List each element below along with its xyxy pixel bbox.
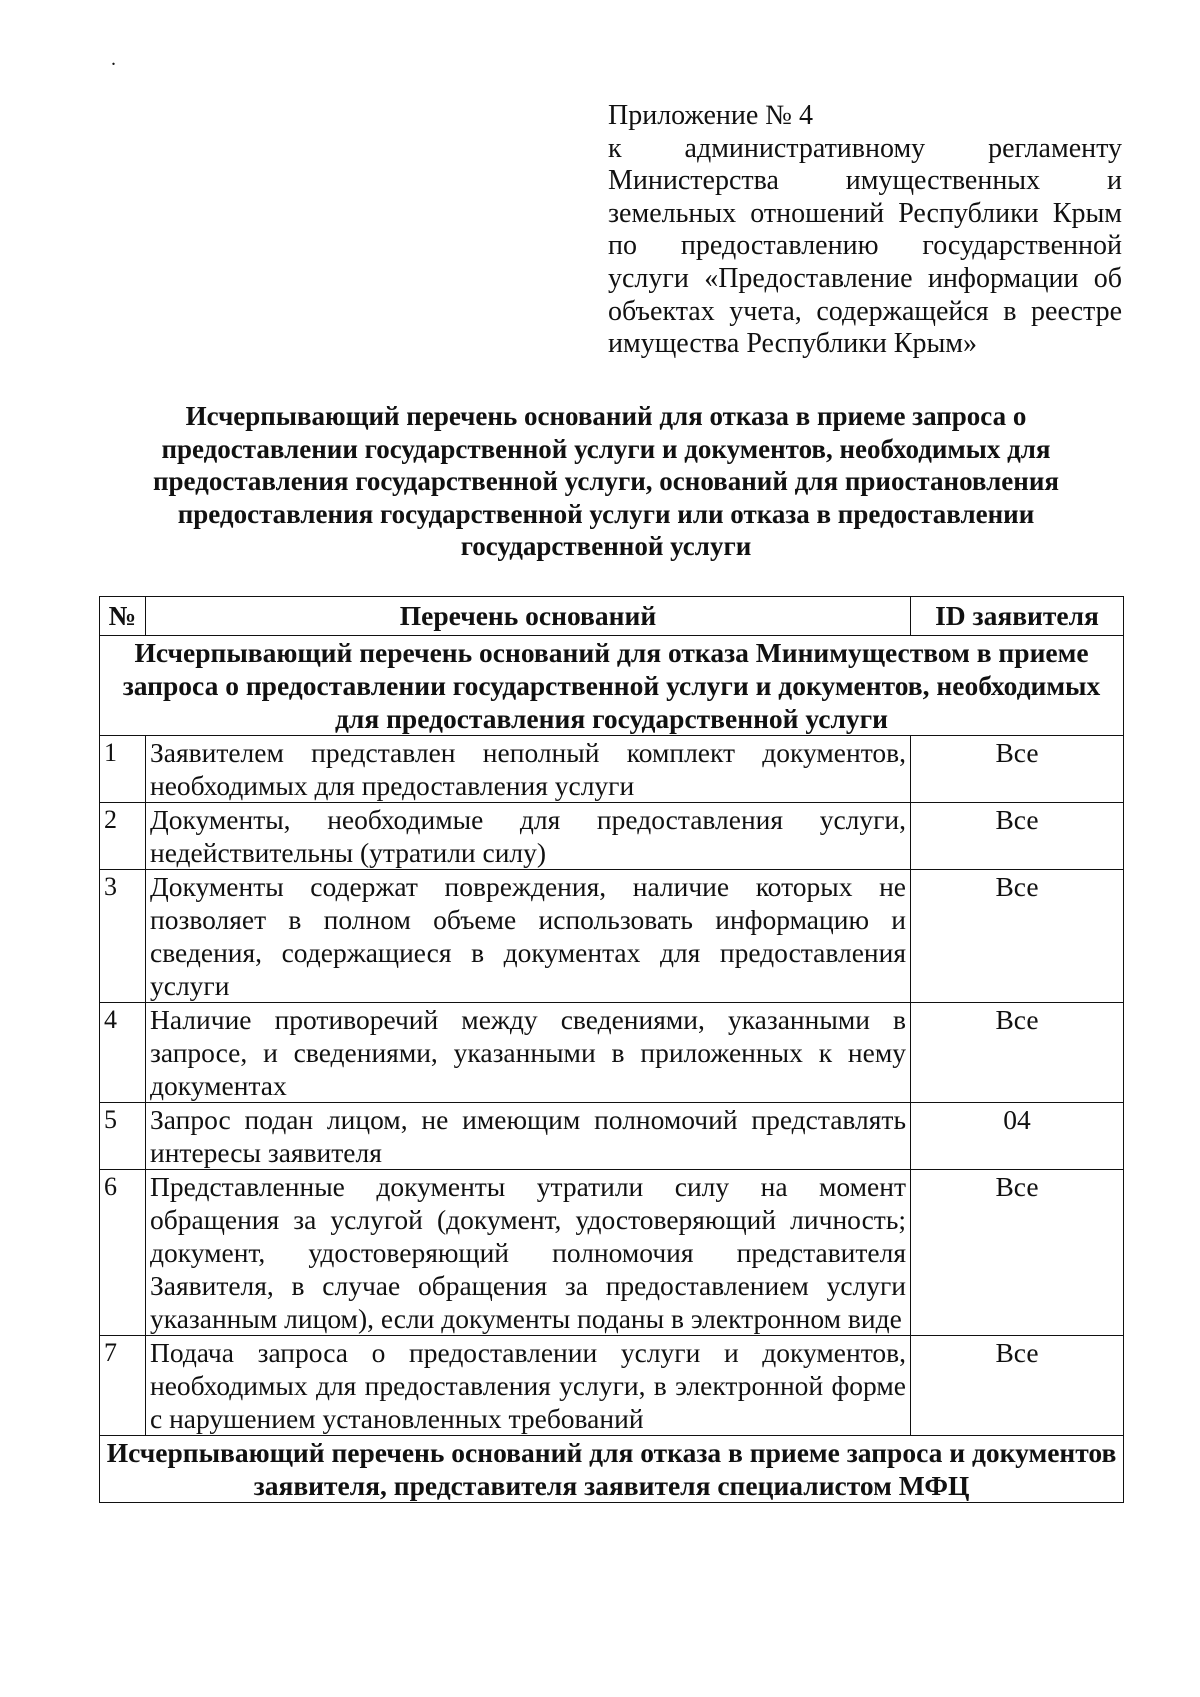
row-number: 1 (100, 736, 146, 803)
document-title: Исчерпывающий перечень оснований для отказа в приеме запроса о предоставлении государственной услуги и документов, необходимых для предоставления государственной услуги, оснований для приостановления предоставления государственной услуги или отказа в предоставлении государственной услуги (152, 401, 1059, 561)
section-row (100, 636, 1124, 736)
header-grounds: Перечень оснований (146, 597, 911, 636)
header-num: № (100, 597, 146, 636)
row-number: 4 (100, 1003, 146, 1103)
table-row (100, 870, 1124, 1003)
grounds-table (99, 596, 1124, 1503)
row-applicant-id: Все (911, 736, 1124, 803)
appendix-number: Приложение № 4 (608, 100, 813, 131)
row-applicant-id: Все (911, 870, 1124, 1003)
table-header-row (100, 597, 1124, 636)
row-grounds: Наличие противоречий между сведениями, указанными в запросе, и сведениями, указанными в приложенных к нему документах (146, 1003, 911, 1103)
table-row (100, 1103, 1124, 1170)
row-grounds: Заявителем представлен неполный комплект документов, необходимых для предоставления услуги (146, 736, 911, 803)
appendix-header (608, 100, 1122, 361)
table-row (100, 1336, 1124, 1436)
header-applicant-id: ID заявителя (911, 597, 1124, 636)
table-row (100, 1003, 1124, 1103)
table-row (100, 1170, 1124, 1336)
appendix-text: к административному регламенту Министерства имущественных и земельных отношений Республики Крым по предоставлению государственной услуги «Предоставление информации об объектах учета, содержащейся в реестре имущества Республики Крым» (608, 132, 1122, 360)
page-mark: . (111, 48, 116, 70)
row-applicant-id: Все (911, 1336, 1124, 1436)
section-heading: Исчерпывающий перечень оснований для отказа Минимуществом в приеме запроса о предоставлении государственной услуги и документов, необходимых для предоставления государственной услуги (100, 636, 1124, 736)
row-number: 5 (100, 1103, 146, 1170)
section-row (100, 1436, 1124, 1503)
row-number: 7 (100, 1336, 146, 1436)
row-number: 3 (100, 870, 146, 1003)
section-heading: Исчерпывающий перечень оснований для отказа в приеме запроса и документов заявителя, представителя заявителя специалистом МФЦ (100, 1436, 1124, 1503)
row-applicant-id: Все (911, 1003, 1124, 1103)
row-grounds: Документы содержат повреждения, наличие которых не позволяет в полном объеме использовать информацию и сведения, содержащиеся в документах для предоставления услуги (146, 870, 911, 1003)
row-number: 2 (100, 803, 146, 870)
row-number: 6 (100, 1170, 146, 1336)
row-grounds: Документы, необходимые для предоставления услуги, недействительны (утратили силу) (146, 803, 911, 870)
row-applicant-id: Все (911, 803, 1124, 870)
row-grounds: Подача запроса о предоставлении услуги и документов, необходимых для предоставления услуги, в электронной форме с нарушением установленных требований (146, 1336, 911, 1436)
row-applicant-id: Все (911, 1170, 1124, 1336)
table-row (100, 736, 1124, 803)
row-grounds: Запрос подан лицом, не имеющим полномочий представлять интересы заявителя (146, 1103, 911, 1170)
row-applicant-id: 04 (911, 1103, 1124, 1170)
row-grounds: Представленные документы утратили силу на момент обращения за услугой (документ, удостоверяющий личность; документ, удостоверяющий полномочия представителя Заявителя, в случае обращения за предоставлением услуги указанным лицом), если документы поданы в электронном виде (146, 1170, 911, 1336)
table-row (100, 803, 1124, 870)
